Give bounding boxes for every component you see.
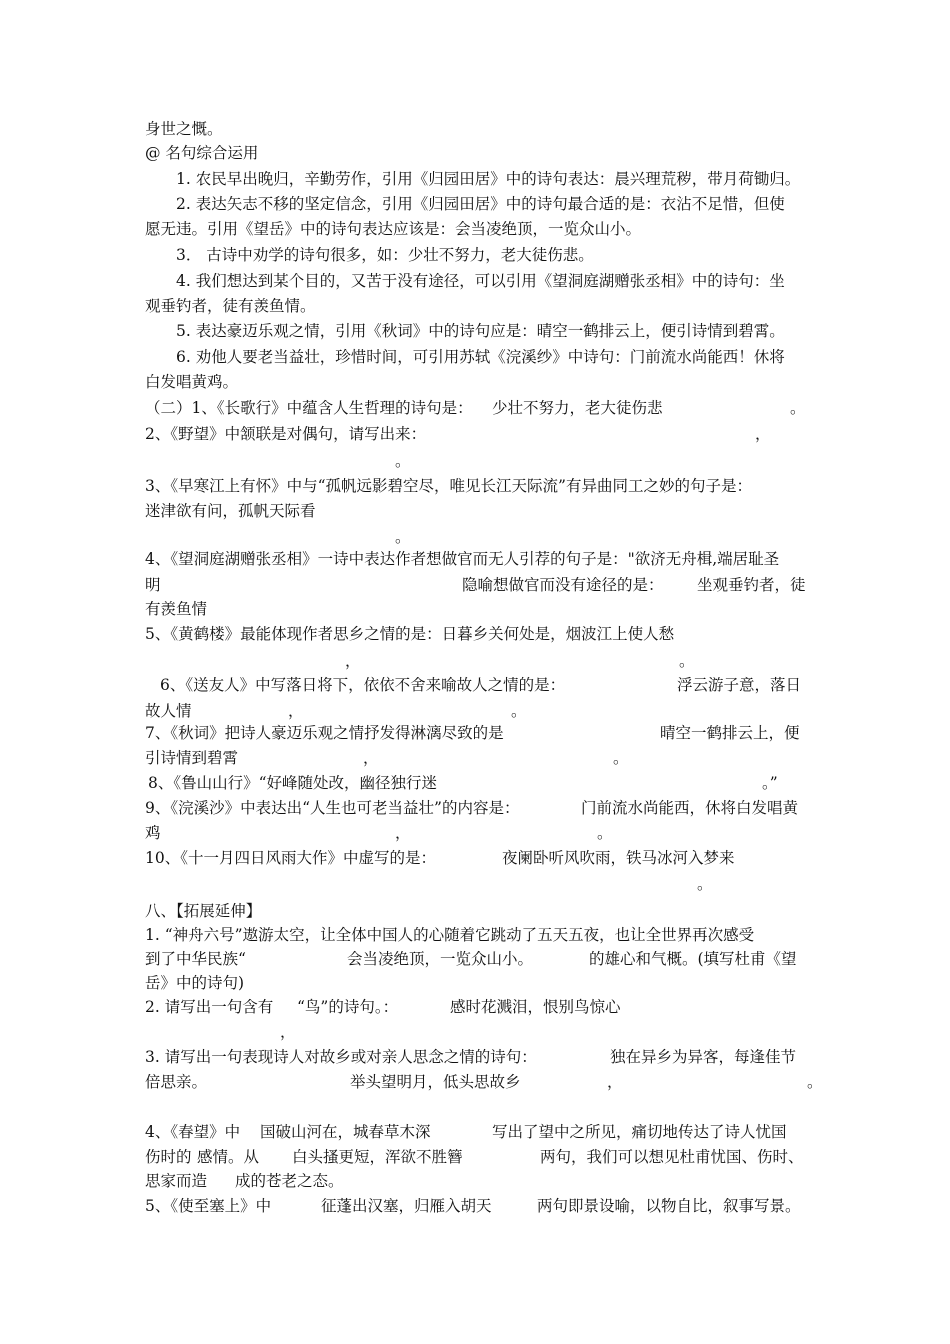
- text-line: 岳》中的诗句): [145, 974, 245, 992]
- answer-text: 迷津欲有问，孤帆天际看: [145, 502, 316, 520]
- question-line: [145, 1170, 344, 1192]
- answer-text: 会当凌绝顶，一览众山小。: [347, 950, 534, 968]
- question-line: [145, 797, 799, 819]
- text-line: 4. 我们想达到某个目的，又苦于没有途径，可以引用《望洞庭湖赠张丞相》中的诗句：坐: [176, 272, 785, 290]
- question-text: 两句，我们可以想见杜甫忧国、伤时、: [540, 1148, 804, 1166]
- answer-text: 国破山河在，城春草木深: [260, 1123, 431, 1141]
- answer-text: 征蓬出汉塞，归雁入胡天: [321, 1197, 492, 1215]
- answer-text: 浮云游子意，落日: [677, 676, 802, 694]
- punctuation: ，: [607, 1073, 623, 1091]
- text-line: 愿无违。引用《望岳》中的诗句表达应该是：会当凌绝顶，一览众山小。: [145, 220, 642, 238]
- question-line: [145, 1146, 804, 1168]
- question-line: [145, 423, 771, 445]
- punctuation: ，: [395, 824, 411, 842]
- section-heading: 八、【拓展延伸】: [145, 902, 262, 920]
- text-line: 身世之慨。: [145, 120, 223, 138]
- answer-text: 少壮不努力，老大徒伤悲: [492, 399, 663, 417]
- answer-line: [145, 1071, 823, 1093]
- question-text: 10、《十一月四日风雨大作》中虚写的是：: [145, 849, 436, 867]
- question-text: 3. 请写出一句表现诗人对故乡或对亲人思念之情的诗句：: [145, 1048, 537, 1066]
- section-heading: @ 名句综合运用: [145, 144, 259, 162]
- question-text: 8、《鲁山山行》“好峰随处改，幽径独行迷: [148, 774, 438, 792]
- answer-line: [145, 822, 613, 844]
- question-text: 3、《早寒江上有怀》中与“孤帆远影碧空尽，唯见长江天际流”有异曲同工之妙的句子是：: [145, 477, 752, 495]
- text-line: 3． 古诗中劝学的诗句很多，如：少壮不努力，老大徒伤悲。: [176, 246, 594, 264]
- answer-line: [145, 700, 527, 722]
- question-line: [145, 722, 800, 744]
- question-line: [145, 1195, 801, 1217]
- answer-text: 故人情: [145, 702, 192, 720]
- question-text: 的雄心和气概。(填写杜甫《望: [589, 950, 797, 968]
- punctuation: ，: [363, 749, 379, 767]
- question-text: 2、《野望》中颔联是对偶句，请写出来：: [145, 425, 427, 443]
- answer-text: 门前流水尚能西，休将白发唱黄: [581, 799, 799, 817]
- punctuation: ，: [288, 702, 304, 720]
- text-line: [145, 948, 797, 970]
- punctuation: 。: [790, 399, 806, 417]
- punctuation: 。: [511, 702, 527, 720]
- answer-text: 独在异乡为异客，每逢佳节: [610, 1048, 797, 1066]
- punctuation: ，: [280, 1023, 296, 1041]
- punctuation: 。: [597, 824, 613, 842]
- punctuation: ，: [345, 652, 361, 670]
- question-line: [148, 772, 778, 794]
- answer-text: 举头望明月，低头思故乡: [350, 1073, 521, 1091]
- answer-text: 鸡: [145, 824, 161, 842]
- text-line: 1. 农民早出晚归，辛勤劳作，引用《归园田居》中的诗句表达：晨兴理荒秽，带月荷锄归。: [176, 170, 801, 188]
- question-text: 伤时的: [145, 1148, 192, 1166]
- question-line: [145, 397, 806, 419]
- question-text: 感情。从: [197, 1148, 260, 1166]
- text-line: 白发唱黄鸡。: [145, 373, 239, 391]
- question-text: 6、《送友人》中写落日将下，依依不舍来喻故人之情的是：: [160, 676, 566, 694]
- question-text: 5、《使至塞上》中: [145, 1197, 272, 1215]
- text-line: 观垂钓者，徒有羡鱼情。: [145, 297, 316, 315]
- answer-text: 倍思亲。: [145, 1073, 208, 1091]
- punctuation: 。: [679, 652, 695, 670]
- question-text: 4、《望洞庭湖赠张丞相》一诗中表达作者想做官而无人引荐的句子是："欲济无舟楫,端居耻圣: [145, 550, 780, 568]
- question-text: 到了中华民族“: [145, 950, 246, 968]
- punctuation: 。”: [762, 774, 778, 792]
- question-line: [145, 996, 621, 1018]
- punctuation: ，: [755, 425, 771, 443]
- answer-text: 明: [145, 576, 161, 594]
- punctuation: 。: [395, 528, 411, 546]
- answer-text: 引诗情到碧霄: [145, 749, 239, 767]
- question-text: （二）1、《长歌行》中蕴含人生哲理的诗句是：: [145, 399, 473, 417]
- question-line: [160, 674, 802, 696]
- question-text: 思家而造: [145, 1172, 208, 1190]
- text-line: 1. “神舟六号”遨游太空，让全体中国人的心随着它跳动了五天五夜，也让全世界再次感受: [145, 926, 755, 944]
- question-line: [145, 1046, 797, 1068]
- question-line: [145, 1121, 787, 1143]
- question-text: “鸟”的诗句。：: [297, 998, 399, 1016]
- question-line: [145, 847, 735, 869]
- question-line: [145, 574, 806, 596]
- question-text: 隐喻想做官而没有途径的是：: [462, 576, 664, 594]
- question-text: 9、《浣溪沙》中表达出“人生也可老当益壮”的内容是：: [145, 799, 520, 817]
- answer-line: [145, 747, 629, 769]
- answer-text: 夜阑卧听风吹雨，铁马冰河入梦来: [502, 849, 735, 867]
- text-line: 2. 表达矢志不移的坚定信念，引用《归园田居》中的诗句最合适的是：衣沾不足惜，但使: [176, 195, 785, 213]
- text-line: 5. 表达豪迈乐观之情，引用《秋词》中的诗句应是：晴空一鹤排云上，便引诗情到碧霄。: [176, 322, 785, 340]
- text-line: 6. 劝他人要老当益壮，珍惜时间，可引用苏轼《浣溪纱》中诗句：门前流水尚能西！休将: [176, 348, 785, 366]
- question-text: 5、《黄鹤楼》最能体现作者思乡之情的是：日暮乡关何处是，烟波江上使人愁: [145, 625, 675, 643]
- question-text: 2. 请写出一句含有: [145, 998, 274, 1016]
- punctuation: 。: [395, 452, 411, 470]
- answer-text: 晴空一鹤排云上，便: [660, 724, 800, 742]
- answer-text: 白头搔更短，浑欲不胜簪: [292, 1148, 463, 1166]
- answer-text: 有羡鱼情: [145, 600, 208, 618]
- punctuation: 。: [613, 749, 629, 767]
- question-text: 4、《春望》中: [145, 1123, 241, 1141]
- answer-text: 坐观垂钓者，徒: [697, 576, 806, 594]
- question-text: 7、《秋词》把诗人豪迈乐观之情抒发得淋漓尽致的是: [145, 724, 504, 742]
- punctuation: 。: [697, 875, 713, 893]
- answer-text: 感时花溅泪，恨别鸟惊心: [450, 998, 621, 1016]
- punctuation: 。: [807, 1073, 823, 1091]
- question-text: 两句即景设喻，以物自比，叙事写景。: [537, 1197, 801, 1215]
- answer-text: 成的苍老之态。: [235, 1172, 344, 1190]
- question-text: 写出了望中之所见，痛切地传达了诗人忧国: [492, 1123, 787, 1141]
